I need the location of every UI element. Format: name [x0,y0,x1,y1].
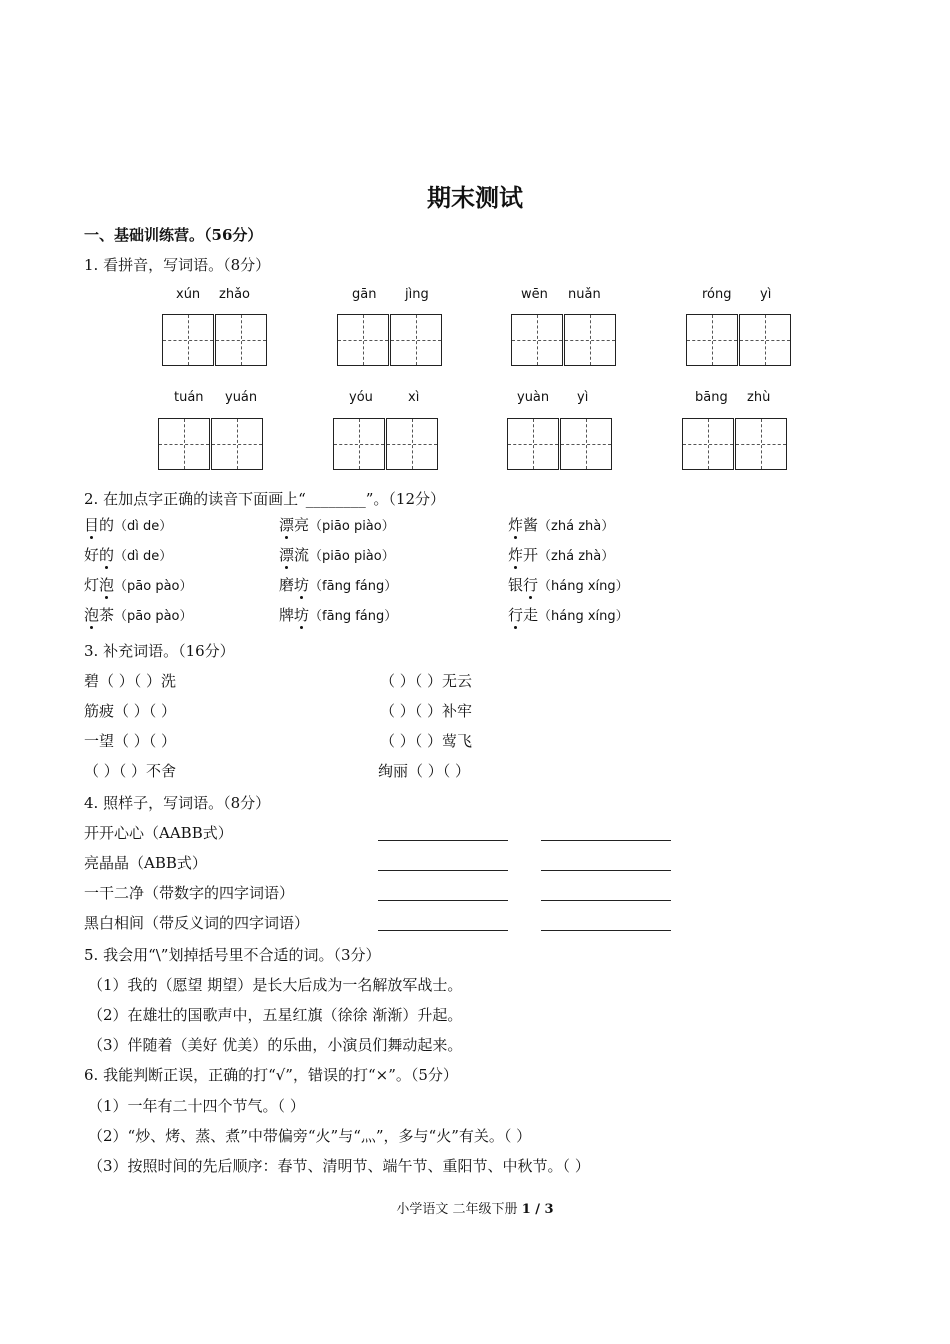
footer-text: 小学语文 二年级下册 [396,1202,522,1217]
q2-item [508,514,614,535]
q5-label: 5. 我会用“\”划掉括号里不合适的词。（3分） [84,946,381,964]
pinyin: yóu [349,390,373,405]
pinyin: tuán [174,390,204,405]
q6-item: （3）按照时间的先后顺序：春节、清明节、端午节、重阳节、中秋节。（ ） [88,1157,590,1175]
q5-item: （1）我的（愿望 期望）是长大后成为一名解放军战士。 [88,976,463,994]
char: 灯 [84,576,100,594]
writing-box[interactable] [333,418,385,470]
char: 的 [99,516,115,534]
q3-label: 3. 补充词语。（16分） [84,642,235,660]
pinyin-options: （háng xíng） [538,609,629,624]
pinyin-options: （piāo piào） [309,549,395,564]
pinyin: yì [577,390,589,405]
writing-box[interactable] [560,418,612,470]
writing-box[interactable] [739,314,791,366]
writing-box[interactable] [507,418,559,470]
char: 流 [294,546,310,564]
char: 银 [508,576,524,594]
dotted-char: 炸 [508,516,524,534]
writing-box[interactable] [511,314,563,366]
page-footer [0,1198,950,1217]
pinyin-options: （háng xíng） [538,579,629,594]
q3-item: （ ）（ ）无云 [380,672,473,690]
writing-box[interactable] [211,418,263,470]
writing-box[interactable] [386,418,438,470]
q4-item: 开开心心（AABB式） [84,824,233,842]
q4-item: 黑白相间（带反义词的四字词语） [84,914,310,932]
pinyin: yì [760,287,772,302]
pinyin-options: （dì de） [114,549,173,564]
q2-item [279,514,395,535]
writing-box[interactable] [215,314,267,366]
pinyin: zhǎo [219,287,250,302]
pinyin: jìng [405,287,429,302]
q4-item: 一干二净（带数字的四字词语） [84,884,295,902]
q3-item: 绚丽（ ）（ ） [378,762,471,780]
answer-line[interactable] [378,886,508,901]
writing-box[interactable] [682,418,734,470]
q3-item: （ ）（ ）补牢 [380,702,473,720]
q4-item: 亮晶晶（ABB式） [84,854,207,872]
dotted-char: 坊 [294,576,310,594]
char: 走 [523,606,539,624]
page-number: 1 / 3 [521,1202,554,1217]
pinyin-options: （zhá zhà） [538,519,615,534]
q2-item [84,574,193,595]
char: 亮 [294,516,310,534]
dotted-char: 炸 [508,546,524,564]
writing-box[interactable] [735,418,787,470]
writing-box[interactable] [390,314,442,366]
answer-line[interactable] [378,856,508,871]
answer-line[interactable] [541,856,671,871]
dotted-char: 目 [84,516,100,534]
pinyin: bāng [695,390,728,405]
page-title: 期末测试 [427,183,523,212]
dotted-char: 坊 [294,606,310,624]
pinyin: róng [702,287,732,302]
writing-box[interactable] [162,314,214,366]
writing-box[interactable] [564,314,616,366]
char: 好 [84,546,100,564]
pinyin-options: （fāng fáng） [309,579,398,594]
q2-item [84,544,172,565]
char: 开 [523,546,539,564]
pinyin-options: （piāo piào） [309,519,395,534]
writing-box[interactable] [337,314,389,366]
writing-box[interactable] [158,418,210,470]
dotted-char: 漂 [279,516,295,534]
q2-item [279,544,395,565]
char: 茶 [99,606,115,624]
q3-item: （ ）（ ）莺飞 [380,732,473,750]
q2-item [279,604,397,625]
q3-item: 碧（ ）（ ）洗 [84,672,177,690]
dotted-char: 漂 [279,546,295,564]
q6-item: （2）“炒、烤、蒸、煮”中带偏旁“火”与“灬”，多与“火”有关。（ ） [88,1127,532,1145]
pinyin: yuàn [517,390,550,405]
q2-item [508,574,629,595]
q2-item [508,544,614,565]
dotted-char: 行 [523,576,539,594]
q2-label: 2. 在加点字正确的读音下面画上“________”。（12分） [84,490,446,508]
answer-line[interactable] [378,826,508,841]
pinyin: xún [176,287,201,302]
dotted-char: 泡 [84,606,100,624]
q5-item: （2）在雄壮的国歌声中，五星红旗（徐徐 渐渐）升起。 [88,1006,463,1024]
dotted-char: 行 [508,606,524,624]
q2-item [84,514,172,535]
section-1-heading: 一、基础训练营。（56分） [84,226,263,244]
q2-item [508,604,629,625]
pinyin: gān [352,287,377,302]
pinyin: yuán [225,390,258,405]
pinyin-options: （zhá zhà） [538,549,615,564]
pinyin-options: （fāng fáng） [309,609,398,624]
q3-item: 筋疲（ ）（ ） [84,702,177,720]
q2-item [279,574,397,595]
q2-item [84,604,193,625]
writing-box[interactable] [686,314,738,366]
pinyin-options: （dì de） [114,519,173,534]
q1-label: 1. 看拼音，写词语。（8分） [84,256,271,274]
q3-item: 一望（ ）（ ） [84,732,177,750]
pinyin-options: （pāo pào） [114,609,193,624]
pinyin: zhù [747,390,771,405]
answer-line[interactable] [541,826,671,841]
answer-line[interactable] [378,916,508,931]
pinyin: wēn [521,287,548,302]
answer-line[interactable] [541,886,671,901]
answer-line[interactable] [541,916,671,931]
q4-label: 4. 照样子，写词语。（8分） [84,794,271,812]
dotted-char: 的 [99,546,115,564]
q3-item: （ ）（ ）不舍 [84,762,177,780]
char: 酱 [523,516,539,534]
q5-item: （3）伴随着（美好 优美）的乐曲，小演员们舞动起来。 [88,1036,463,1054]
pinyin: nuǎn [568,287,601,302]
pinyin-options: （pāo pào） [114,579,193,594]
pinyin: xì [408,390,420,405]
char: 磨 [279,576,295,594]
dotted-char: 泡 [99,576,115,594]
q6-item: （1）一年有二十四个节气。（ ） [88,1097,305,1115]
q6-label: 6. 我能判断正误，正确的打“√”，错误的打“×”。（5分） [84,1066,458,1084]
char: 牌 [279,606,295,624]
